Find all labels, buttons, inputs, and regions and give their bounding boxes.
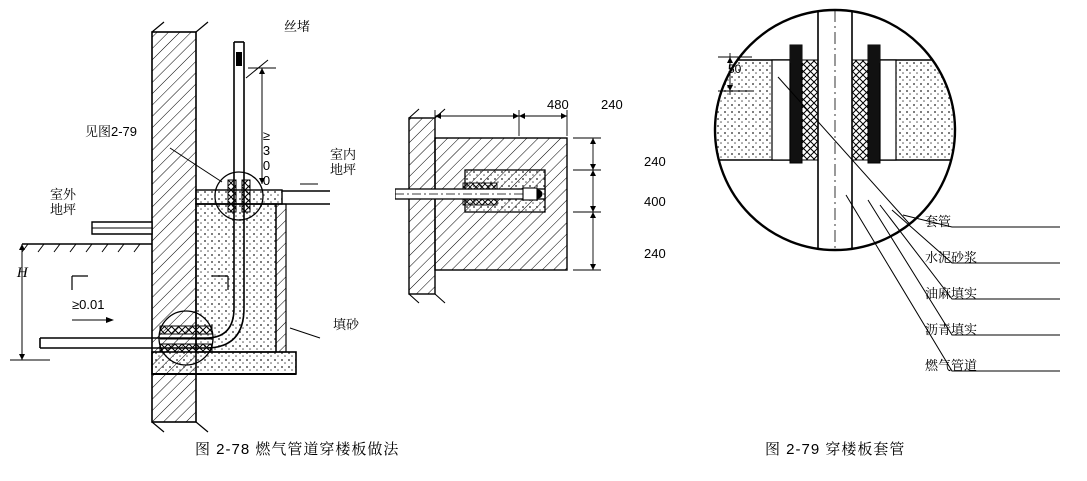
dim-50: 50 xyxy=(728,62,742,76)
caption-figure-2-79: 图 2-79 穿楼板套管 xyxy=(765,441,906,458)
callout-sleeve: 套管 xyxy=(925,214,952,229)
callout-asphalt-packing: 沥青填实 xyxy=(925,322,978,337)
dim-240-right-bottom: 240 xyxy=(644,246,666,261)
label-sand-fill: 填砂 xyxy=(333,317,360,332)
label-see-figure: 见图2-79 xyxy=(85,124,138,139)
callout-oil-hemp-packing: 油麻填实 xyxy=(925,286,978,301)
figure-middle-section-drawing xyxy=(395,97,625,400)
dim-400-right: 400 xyxy=(644,194,666,209)
dim-480: 480 xyxy=(547,97,569,112)
label-outdoor-floor: 室外 地坪 xyxy=(50,187,77,217)
caption-figure-2-78: 图 2-78 燃气管道穿楼板做法 xyxy=(195,441,400,458)
label-plug: 丝堵 xyxy=(284,19,311,34)
dim-240-right-top: 240 xyxy=(644,154,666,169)
label-height-h: H xyxy=(14,265,31,281)
label-dim-300: ≥300 xyxy=(258,128,274,188)
dim-240-top: 240 xyxy=(601,97,623,112)
label-indoor-floor: 室内 地坪 xyxy=(330,147,357,177)
callout-cement-mortar: 水泥砂浆 xyxy=(925,250,978,265)
callout-gas-pipe: 燃气管道 xyxy=(925,358,978,373)
figure-2-78-drawing xyxy=(0,8,420,438)
figure-2-79-drawing xyxy=(660,5,1080,435)
label-slope: ≥0.01 xyxy=(72,297,105,312)
